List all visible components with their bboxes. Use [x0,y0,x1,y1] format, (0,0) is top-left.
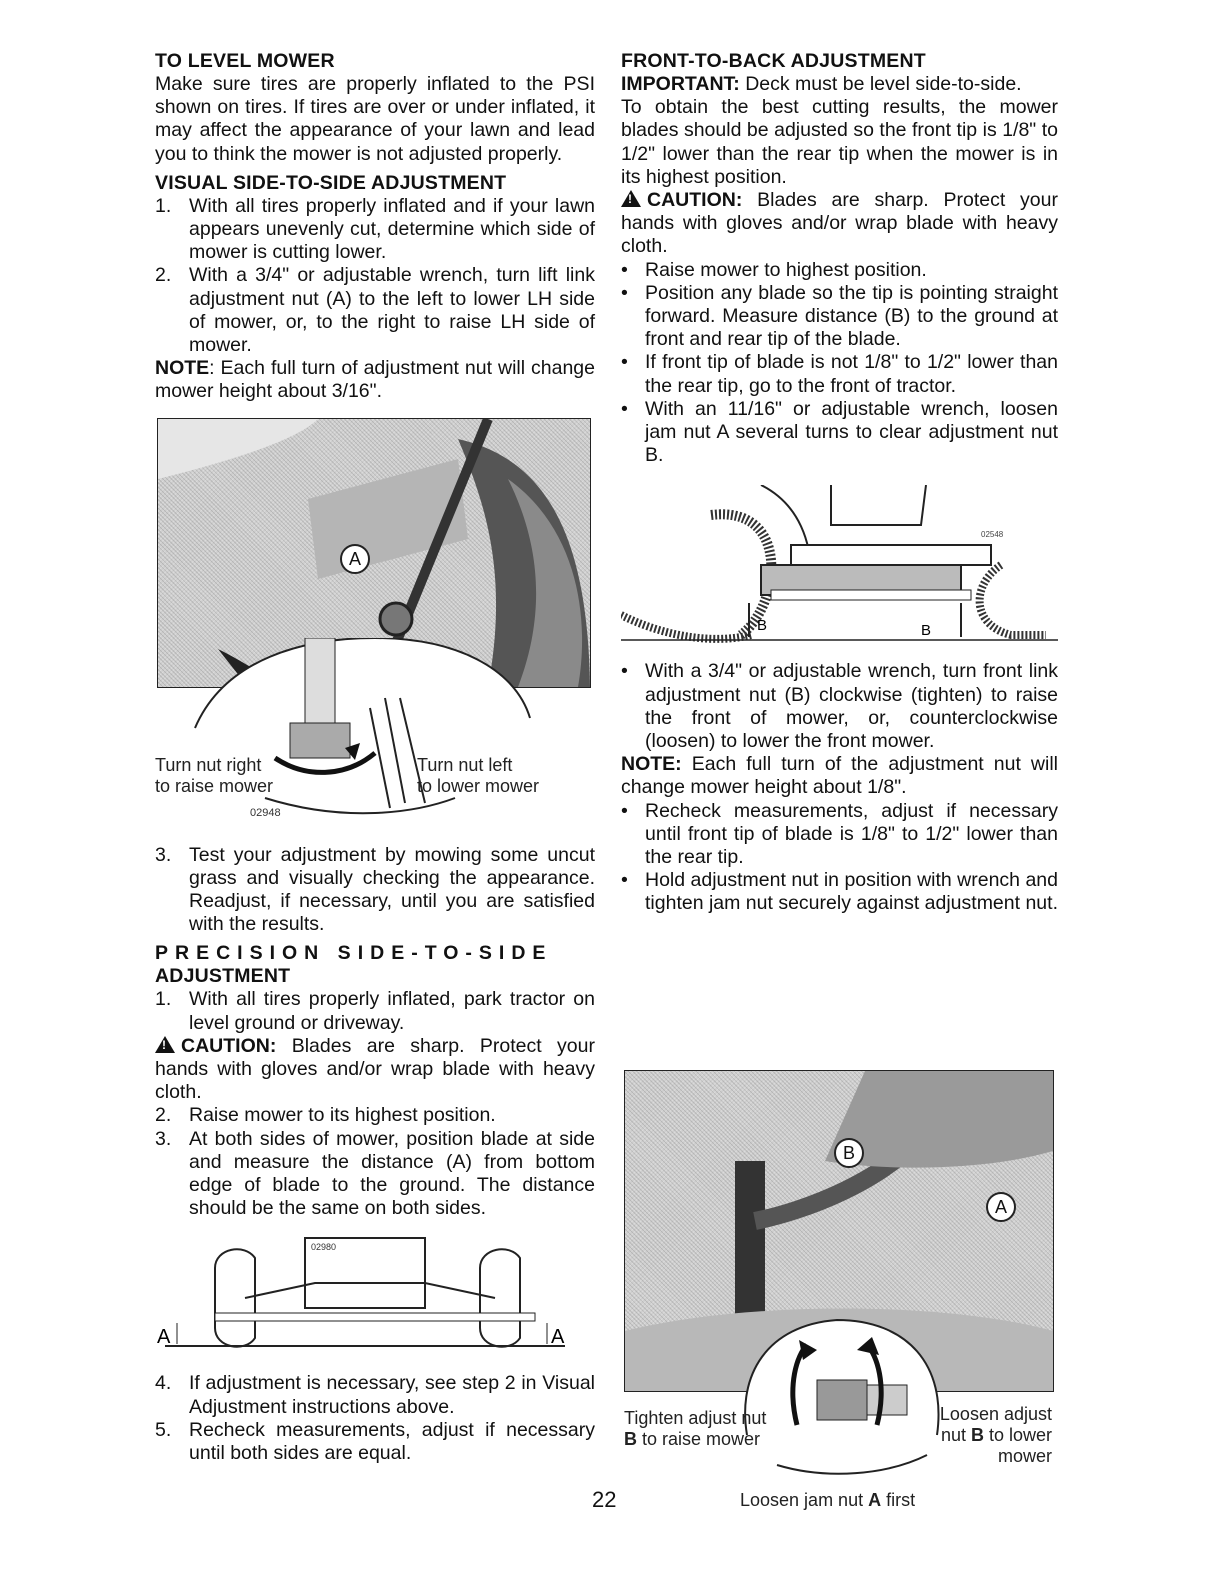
precision-heading: PRECISION SIDE-TO-SIDE [155,942,553,965]
level-text: Make sure tires are properly inflated to the PSI shown on tires. If tires are over or under inflated, it may affect the appearance of your lawn and lead you to think the mower is not adjusted properly. [155,73,595,165]
fig4-label-a: A [986,1192,1016,1222]
front-back-bullets: • Raise mower to highest position. • Position any blade so the tip is pointing straight forward. Measure distance (B) to the ground at front and rear tip of the blade. • If front tip of blade is not 1/8" to 1/2" lower than the rear tip, go to the front of tractor. • With an 11/16" or adjustable wrench, loosen jam nut A several turns to clear adjustment nut B. [621,258,1058,467]
visual-step-1: 1. With all tires properly inflated and if your lawn appears unevenly cut, determine which side of mower is cutting lower. [155,194,595,264]
left-column [155,50,595,1465]
warning-icon [621,190,641,207]
adjust-nut-figure [622,1070,1054,1515]
fig4-caption-bottom: Loosen jam nut A first [740,1490,916,1510]
warning-icon [155,1036,175,1053]
fig3-code: 02548 [981,530,1004,540]
fig1-caption-right: Turn nut left to lower mower [417,754,540,796]
fig1-caption-left: Turn nut right to raise mower [155,754,274,796]
front-back-heading: FRONT-TO-BACK ADJUSTMENT [621,50,926,72]
blade-measure-figure [621,485,1058,660]
precision-heading-2: ADJUSTMENT [155,965,291,988]
fig3-label-b-left: B [757,617,768,635]
important-note: IMPORTANT: Deck must be level side-to-side. [621,73,1022,95]
precision-steps: 2. Raise mower to its highest position. 3. At both sides of mower, position blade at side and measure the distance (A) from bottom edge of blade to the ground. The distance should be the same on both sides. [155,1104,595,1220]
lift-link-figure [155,418,595,844]
front-back-intro: To obtain the best cutting results, the mower blades should be adjusted so the front tip is 1/8" to 1/2" lower than the rear tip when the mower is in its highest position. [621,96,1058,188]
fig4-caption-left: Tighten adjust nut B to raise mower [624,1408,767,1449]
visual-step-2: 2. With a 3/4" or adjustable wrench, turn lift link adjustment nut (A) to the left to lower LH side of mower, or, to the right to raise LH side of mower. [155,264,595,357]
left-caution: !CAUTION: Blades are sharp. Protect your hands with gloves and/or wrap blade with heavy cloth. [155,1035,595,1105]
label-a-circle: A [340,544,370,574]
visual-note: NOTE: Each full turn of adjustment nut will change mower height about 3/16". [155,357,595,403]
visual-heading: VISUAL SIDE-TO-SIDE ADJUSTMENT [155,171,507,194]
fig2-code: 02980 [311,1242,337,1253]
right-column [621,50,1058,916]
final-steps: 4. If adjustment is necessary, see step 2 in Visual Adjustment instructions above. 5. Recheck measurements, adjust if necessary until both sides are equal. [155,1372,595,1465]
bullets-3: • Recheck measurements, adjust if necessary until front tip of blade is 1/8" to 1/2" lower than the rear tip. • Hold adjustment nut in position with wrench and tighten jam nut securely against adjustment nut. [621,799,1058,915]
level-heading: TO LEVEL MOWER [155,50,335,72]
bullet-2: • With a 3/4" or adjustable wrench, turn front link adjustment nut (B) clockwise (tighten) to raise the front of mower, or, counterclockwise (loosen) to lower the front mower. [621,660,1058,753]
fig1-code: 02948 [250,806,281,819]
fig4-caption-right: Loosen adjust nut B to lower mower [939,1404,1052,1466]
fig3-label-b-right: B [921,622,932,640]
step-3: 3. Test your adjustment by mowing some uncut grass and visually checking the appearance. Readjust, if necessary, until you are satisfied with the results. [155,843,595,936]
visual-steps [155,195,595,357]
fig2-label-a-left: A [157,1326,171,1349]
blade-measure-drawing [621,485,1058,660]
fig4-label-b: B [834,1138,864,1168]
tractor-front-drawing [155,1228,595,1372]
tractor-front-figure [155,1228,595,1372]
right-caution: !CAUTION: Blades are sharp. Protect your hands with gloves and/or wrap blade with heavy cloth. [621,189,1058,259]
right-note: NOTE: Each full turn of the adjustment nut will change mower height about 1/8". [621,753,1058,799]
page-number: 22 [592,1487,617,1512]
lift-link-zoom [185,638,575,848]
precision-step-1: 1. With all tires properly inflated, park tractor on level ground or driveway. [155,988,595,1034]
fig2-label-a-right: A [551,1326,565,1349]
